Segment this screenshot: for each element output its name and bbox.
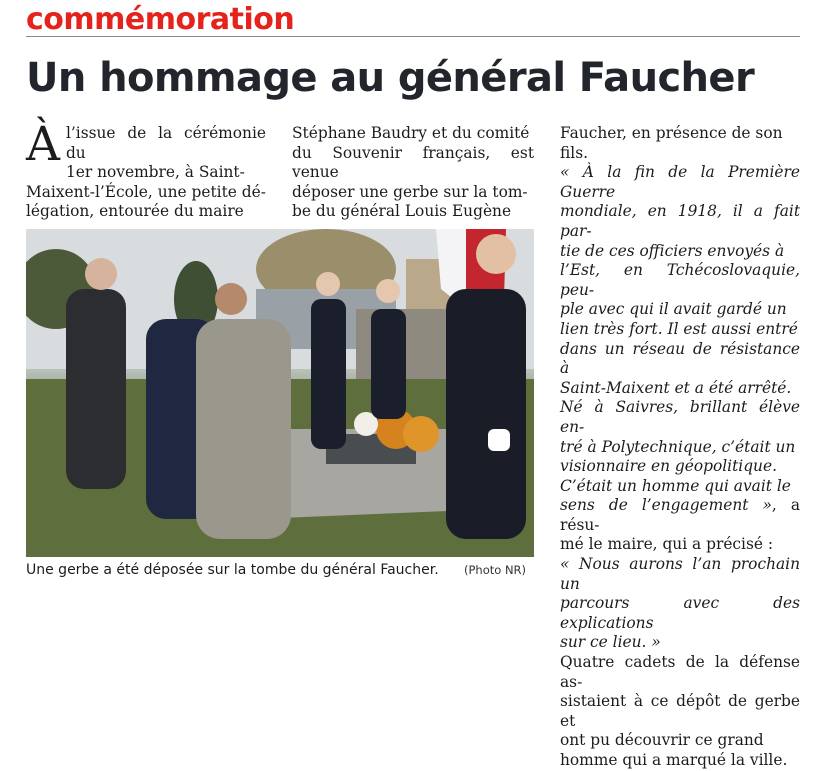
quote-line: Saint-Maixent et a été arrêté. [560,378,792,397]
article-column-2 [292,124,534,222]
text-line: Maixent-l’École, une petite dé- [26,182,266,201]
text-line: 1er novembre, à Saint- [65,163,245,182]
photo-credit: (Photo NR) [464,563,527,577]
quote-line: visionnaire en géopolitique. [560,457,777,476]
quote-line: lien très fort. Il est aussi entré [560,319,798,338]
text-line: légation, entourée du maire [26,202,244,221]
quote-line: tré à Polytechnique, c’était un [560,437,796,456]
article-headline: Un hommage au général Faucher [26,55,755,101]
quote-attribution-line [560,496,800,535]
quote-line: « Nous aurons l’an prochain un [560,555,800,593]
quote-line: ple avec qui il avait gardé un [560,300,787,319]
photo-caption: Une gerbe a été déposée sur la tombe du général Faucher. [26,562,439,578]
article-photo [26,229,534,557]
text-line: Stéphane Baudry et du comité [292,124,530,142]
attribution-text: , a résu- [560,496,800,534]
rubric-divider [26,36,800,37]
quote-line: C’était un homme qui avait le [560,476,791,495]
text-line: fils. [560,143,588,162]
drop-cap: À [26,117,60,172]
section-rubric: commémoration [26,2,295,37]
text-line: du Souvenir français, est venue [292,143,534,182]
quote-line: Né à Saivres, brillant élève en- [560,398,800,436]
quote-line: sur ce lieu. » [560,633,661,652]
quote-line: tie de ces officiers envoyés à [560,241,785,260]
quote-line: l’Est, en Tchécoslovaquie, peu- [560,261,800,299]
quote-end: sens de l’engagement » [560,496,772,515]
photo-illustration [26,229,534,557]
text-line: Faucher, en présence de son [560,124,783,142]
text-line: mé le maire, qui a précisé : [560,535,774,554]
quote-line: mondiale, en 1918, il a fait par- [560,202,800,240]
text-line: l’issue de la cérémonie du [65,124,266,162]
quote-line: dans un réseau de résistance à [560,339,800,378]
article-column-1 [26,117,266,222]
text-line: ont pu découvrir ce grand [560,731,764,750]
quote-line: « À la fin de la Première Guerre [560,163,800,201]
text-line: be du général Louis Eugène [292,202,512,221]
quote-line: parcours avec des explications [560,594,800,632]
text-line: sistaient à ce dépôt de gerbe et [560,692,800,730]
text-line: Quatre cadets de la défense as- [560,653,800,691]
text-line: déposer une gerbe sur la tom- [292,182,528,201]
text-line: homme qui a marqué la ville. [560,751,788,769]
article-column-3 [560,124,800,771]
